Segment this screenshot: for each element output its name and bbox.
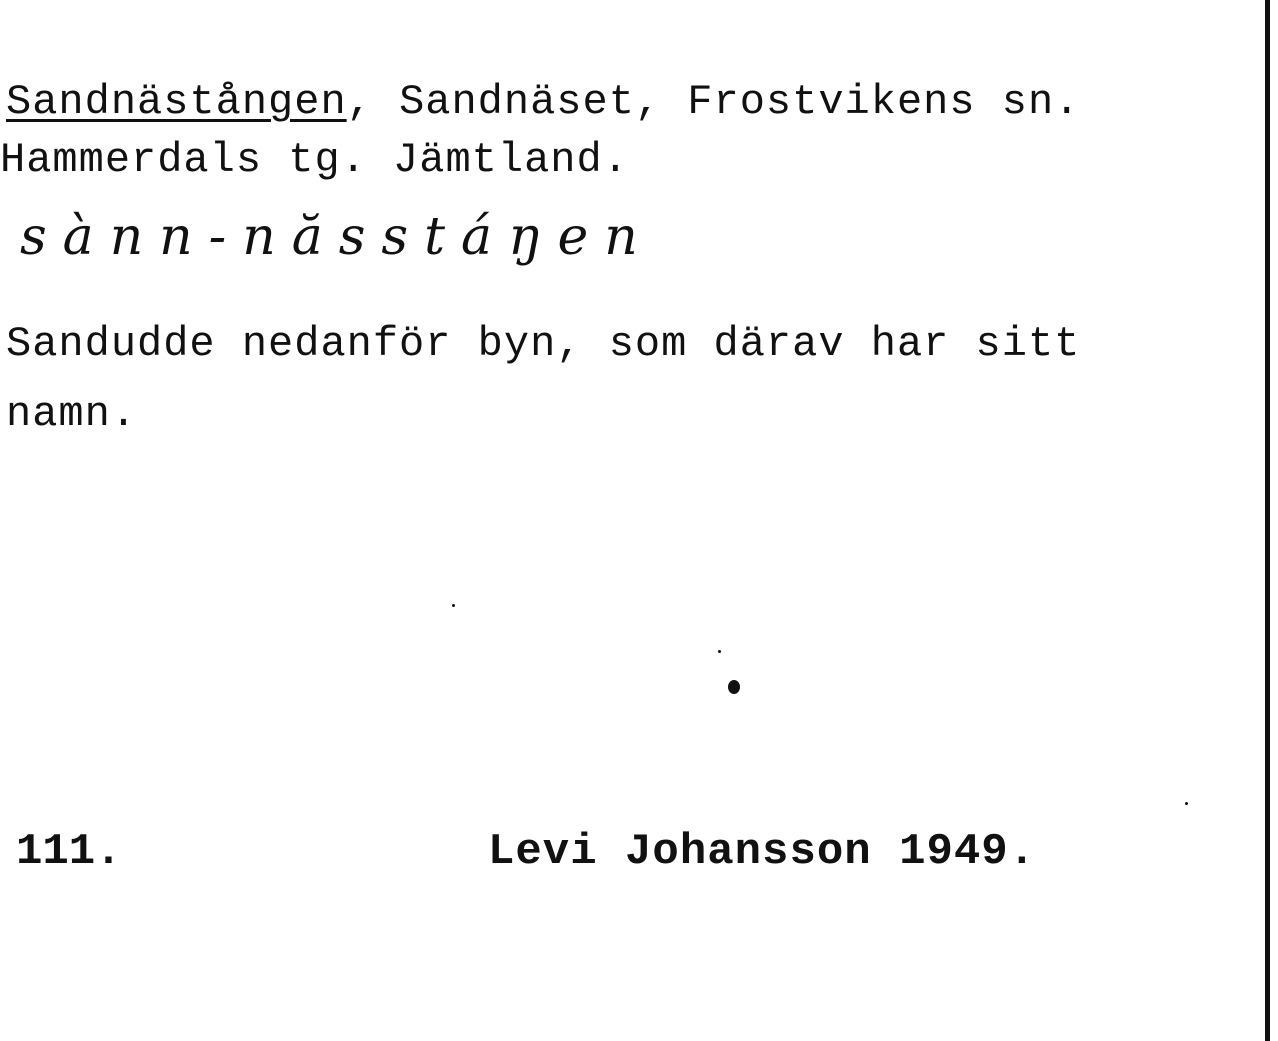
ink-speck	[718, 650, 721, 653]
author-signature: Levi Johansson 1949.	[488, 827, 1037, 877]
place-heading-line	[6, 78, 1080, 126]
phonetic-transcription: sànn-năsstáŋen	[20, 207, 654, 267]
region-line: Hammerdals tg. Jämtland.	[0, 136, 629, 184]
description-line-1: Sandudde nedanför byn, som därav har sitt	[6, 320, 1081, 368]
ink-speck	[452, 604, 455, 607]
card-border-edge	[1265, 0, 1270, 1041]
ink-speck	[728, 680, 740, 694]
ink-speck	[1185, 802, 1188, 805]
location-text: , Sandnäset, Frostvikens sn.	[346, 78, 1081, 126]
description-line-2: namn.	[6, 390, 138, 438]
headword: Sandnästången	[6, 78, 347, 126]
card-number: 111.	[16, 827, 122, 877]
